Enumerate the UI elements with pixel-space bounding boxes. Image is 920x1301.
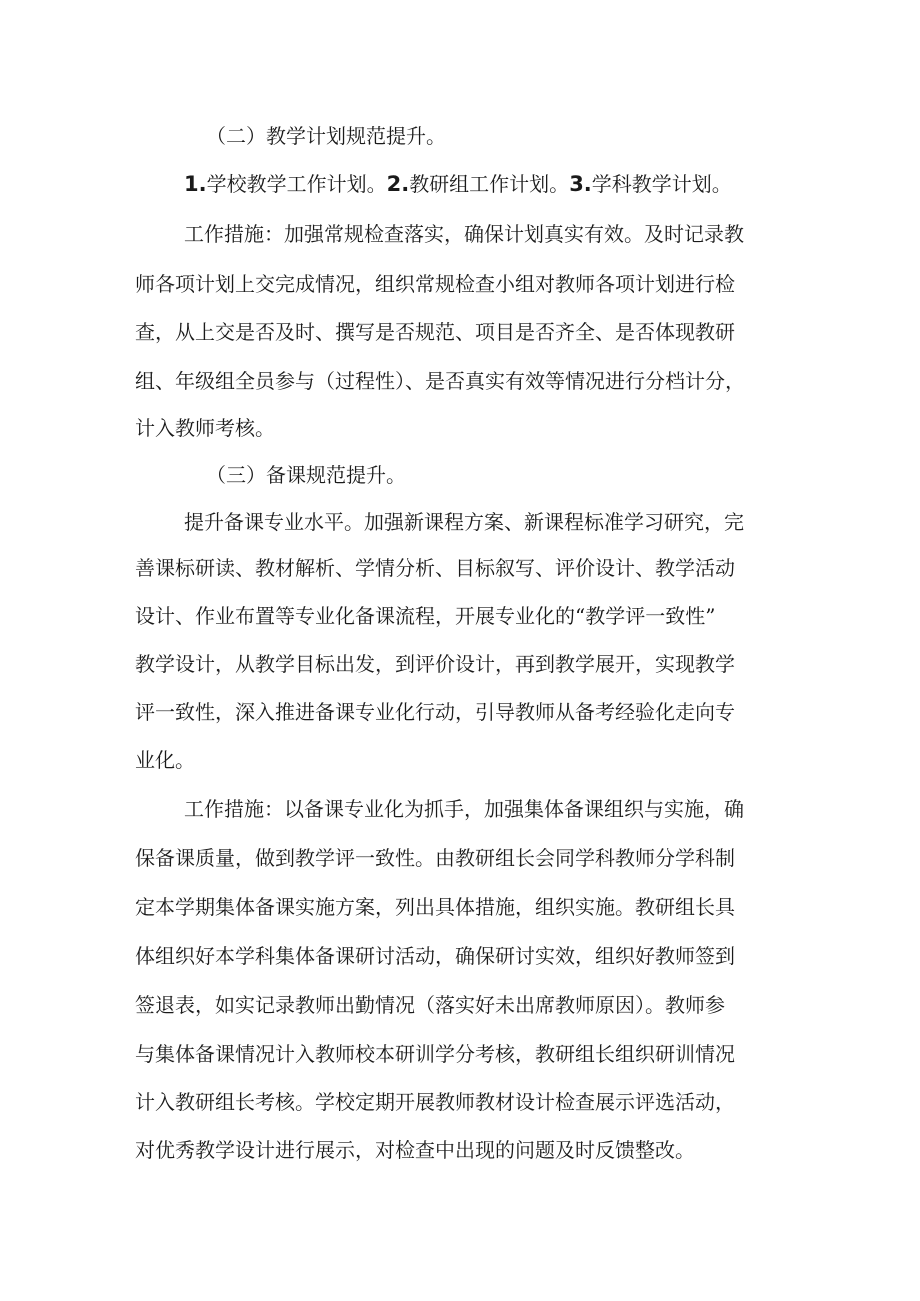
paragraph-line: 与集体备课情况计入教师校本研训学分考核，教研组长组织研训情况 [135, 1042, 735, 1066]
plan-text: 学科教学计划。 [591, 172, 732, 196]
section-heading-2: （二）教学计划规范提升。 [206, 124, 446, 148]
plan-number: 1. [184, 172, 207, 196]
paragraph-line: 体组织好本学科集体备课研讨活动，确保研讨实效，组织好教师签到 [135, 944, 735, 968]
paragraph-line: 查，从上交是否及时、撰写是否规范、项目是否齐全、是否体现教研 [135, 320, 735, 344]
paragraph-line: 工作措施：以备课专业化为抓手，加强集体备课组织与实施，确 [184, 797, 744, 821]
paragraph-line: 业化。 [135, 748, 195, 772]
plan-number: 2. [386, 172, 410, 196]
paragraph-line: 对优秀教学设计进行展示，对检查中出现的问题及时反馈整改。 [135, 1138, 695, 1162]
paragraph-line: 设计、作业布置等专业化备课流程，开展专业化的“教学评一致性” [135, 604, 716, 628]
paragraph-line: 工作措施：加强常规检查落实，确保计划真实有效。及时记录教 [184, 222, 744, 246]
paragraph-line: 组、年级组全员参与（过程性）、是否真实有效等情况进行分档计分， [135, 369, 745, 393]
paragraph-line: 提升备课专业水平。加强新课程方案、新课程标准学习研究，完 [184, 510, 744, 534]
plan-text: 教研组工作计划。 [409, 172, 570, 196]
paragraph-line: 评一致性，深入推进备课专业化行动，引导教师从备考经验化走向专 [135, 700, 735, 724]
paragraph-line: 保备课质量，做到教学评一致性。由教研组长会同学科教师分学科制 [135, 846, 735, 870]
paragraph-line: 教学设计，从教学目标出发，到评价设计，再到教学展开，实现教学 [135, 652, 735, 676]
plan-number: 3. [569, 172, 592, 196]
paragraph-line: 计入教研组长考核。学校定期开展教师教材设计检查展示评选活动， [135, 1090, 735, 1114]
paragraph-line: 计入教师考核。 [135, 416, 275, 440]
plans-line [184, 172, 732, 196]
paragraph-line: 定本学期集体备课实施方案，列出具体措施，组织实施。教研组长具 [135, 895, 735, 919]
paragraph-line: 善课标研读、教材解析、学情分析、目标叙写、评价设计、教学活动 [135, 556, 735, 580]
section-heading-3: （三）备课规范提升。 [206, 463, 406, 487]
paragraph-line: 师各项计划上交完成情况，组织常规检查小组对教师各项计划进行检 [135, 272, 735, 296]
plan-text: 学校教学工作计划。 [206, 172, 387, 196]
paragraph-line: 签退表，如实记录教师出勤情况（落实好未出席教师原因）。教师参 [135, 993, 725, 1017]
